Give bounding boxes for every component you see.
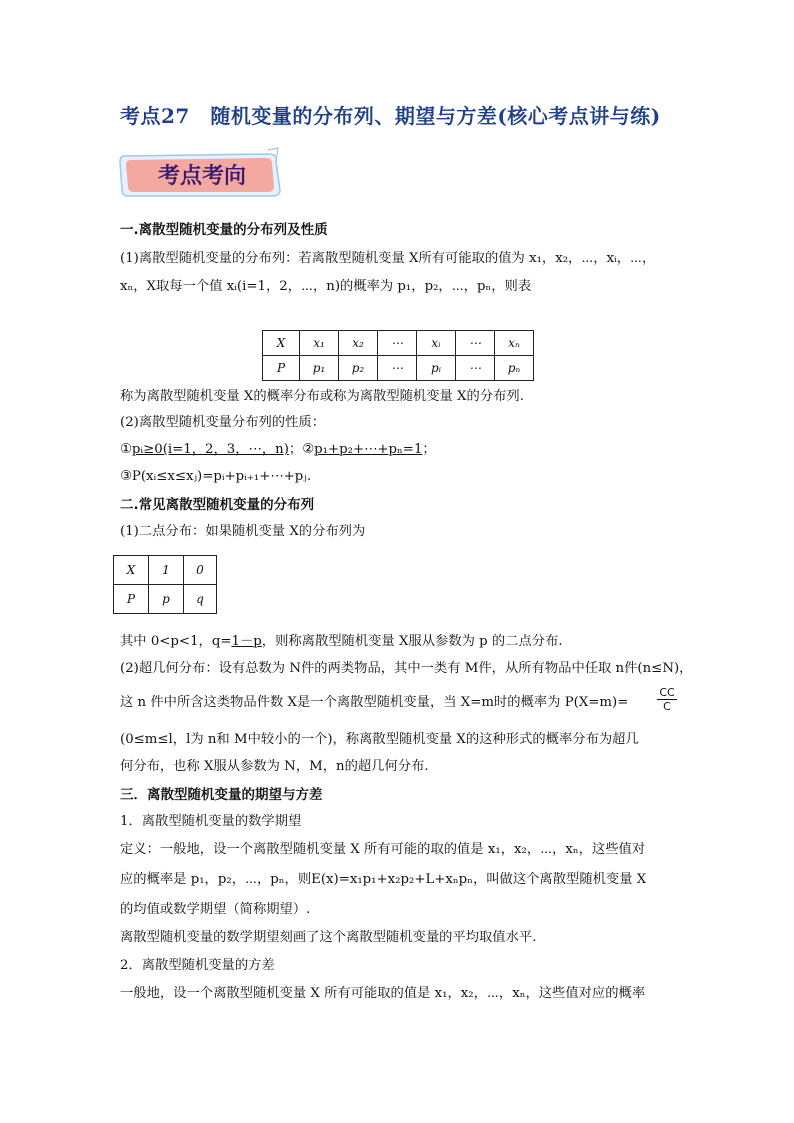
section2-paragraph: (1)二点分布：如果随机变量 X的分布列为 [120, 524, 366, 539]
section2-paragraph: 这 n 件中所含这类物品件数 X是一个离散型随机变量，当 X=m时的概率为 P(X=m)= [120, 695, 629, 710]
page-title: 考点27 随机变量的分布列、期望与方差(核心考点讲与练) [120, 104, 661, 128]
two-point-table [113, 555, 217, 614]
property-2: p₁+p₂+⋯+pₙ=1 [314, 442, 423, 457]
table-cell: ⋯ [378, 331, 417, 356]
table-cell: pₙ [495, 356, 534, 381]
text-span: ； [422, 442, 436, 457]
text-span: 其中 0<p<1，q= [120, 634, 232, 649]
subsection-heading: 1．离散型随机变量的数学期望 [120, 814, 302, 829]
section3-heading: 三．离散型随机变量的期望与方差 [120, 787, 323, 803]
subsection-heading: 2．离散型随机变量的方差 [120, 958, 275, 973]
table-cell: X [263, 331, 300, 356]
section3-paragraph: 的均值或数学期望（简称期望）. [120, 902, 311, 917]
section3-paragraph: 离散型随机变量的数学期望刻画了这个离散型随机变量的平均取值水平. [120, 930, 537, 945]
table-cell: p [149, 585, 184, 614]
properties-line [120, 441, 685, 459]
table-cell: q [184, 585, 217, 614]
table-cell: p₂ [339, 356, 378, 381]
table-cell: xᵢ [417, 331, 456, 356]
section3-paragraph: 定义：一般地，设一个离散型随机变量 X 所有可能的取的值是 x₁，x₂，⋯，xₙ，这些值对 [120, 842, 646, 857]
section1-heading: 一.离散型随机变量的分布列及性质 [120, 222, 328, 238]
section1-paragraph: xₙ，X取每一个值 xᵢ(i=1，2，⋯，n)的概率为 p₁，p₂，⋯，pₙ，则表 [120, 279, 532, 294]
fraction-numerator: CC [659, 686, 675, 699]
table-row [114, 585, 217, 614]
table-cell: X [114, 556, 149, 585]
section2-heading: 二.常见离散型随机变量的分布列 [120, 497, 315, 513]
fraction-denominator: C [663, 700, 671, 713]
text-span: ，则称离散型随机变量 X服从参数为 p 的二点分布. [261, 634, 563, 649]
distribution-table [262, 330, 534, 381]
section2-paragraph: (0≤m≤l，l为 n和 M中较小的一个)，称离散型随机变量 X的这种形式的概率分布为超几 [120, 732, 639, 747]
text-span: ；② [288, 442, 315, 457]
section2-paragraph [120, 633, 685, 651]
section2-paragraph: 何分布，也称 X服从参数为 N，M，n的超几何分布. [120, 759, 429, 774]
table-cell: p₁ [300, 356, 339, 381]
section2-paragraph: (2)超几何分布：设有总数为 N件的两类物品，其中一类有 M件，从所有物品中任取 n件(n≤N)， [120, 661, 693, 676]
table-row [263, 331, 534, 356]
section3-paragraph: 一般地，设一个离散型随机变量 X 所有可能取的值是 x₁，x₂，⋯，xₙ，这些值对应的概率 [120, 986, 646, 1001]
table-row [114, 556, 217, 585]
section1-paragraph: ③P(xᵢ≤x≤xⱼ)=pᵢ+pᵢ₊₁+⋯+pⱼ. [120, 469, 312, 484]
topic-badge [118, 146, 286, 200]
table-cell: pᵢ [417, 356, 456, 381]
badge-text: 考点考向 [157, 164, 247, 189]
text-span: ① [120, 442, 132, 457]
section1-paragraph: (2)离散型随机变量分布列的性质： [120, 415, 325, 430]
table-cell: 1 [149, 556, 184, 585]
table-cell: ⋯ [378, 356, 417, 381]
underlined-term: 1－p [231, 634, 262, 649]
section1-paragraph: (1)离散型随机变量的分布列：若离散型随机变量 X所有可能取的值为 x₁，x₂，⋯，xᵢ，⋯， [120, 251, 656, 266]
table-row [263, 356, 534, 381]
table-cell: 0 [184, 556, 217, 585]
table-cell: x₂ [339, 331, 378, 356]
table-cell: P [263, 356, 300, 381]
hypergeometric-fraction [657, 687, 677, 712]
section1-paragraph: 称为离散型随机变量 X的概率分布或称为离散型随机变量 X的分布列. [120, 389, 524, 404]
table-cell: P [114, 585, 149, 614]
property-1: pᵢ≥0(i=1，2，3，⋯，n) [131, 442, 289, 457]
table-cell: xₙ [495, 331, 534, 356]
section3-paragraph: 应的概率是 p₁，p₂，⋯，pₙ，则E(x)=x₁p₁+x₂p₂+L+xₙpₙ，叫做这个离散型随机变量 X [120, 872, 647, 887]
table-cell: ⋯ [456, 331, 495, 356]
table-cell: x₁ [300, 331, 339, 356]
table-cell: ⋯ [456, 356, 495, 381]
